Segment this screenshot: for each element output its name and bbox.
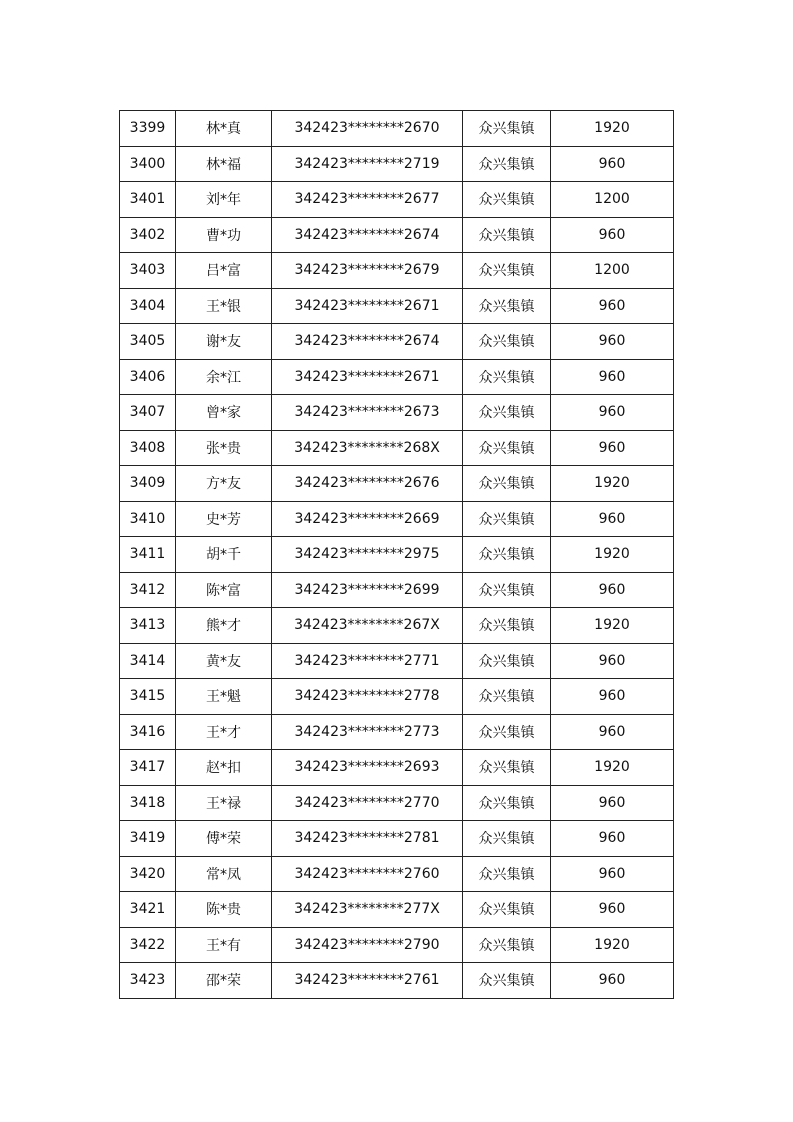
cell-amount: 960 (551, 821, 674, 857)
cell-id-number: 342423********2770 (272, 785, 463, 821)
cell-index: 3421 (120, 892, 176, 928)
table-row (120, 643, 674, 679)
cell-amount: 960 (551, 643, 674, 679)
cell-name: 张*贵 (176, 430, 272, 466)
cell-town: 众兴集镇 (463, 182, 551, 218)
cell-name: 谢*友 (176, 324, 272, 360)
cell-town: 众兴集镇 (463, 217, 551, 253)
cell-amount: 1920 (551, 750, 674, 786)
cell-index: 3399 (120, 111, 176, 147)
cell-amount: 1920 (551, 537, 674, 573)
cell-name: 常*凤 (176, 856, 272, 892)
cell-amount: 1920 (551, 927, 674, 963)
cell-amount: 1920 (551, 111, 674, 147)
cell-amount: 960 (551, 785, 674, 821)
table-row (120, 359, 674, 395)
cell-town: 众兴集镇 (463, 572, 551, 608)
cell-town: 众兴集镇 (463, 430, 551, 466)
table-row (120, 608, 674, 644)
table-row (120, 750, 674, 786)
cell-amount: 960 (551, 714, 674, 750)
cell-index: 3422 (120, 927, 176, 963)
cell-amount: 960 (551, 359, 674, 395)
cell-index: 3411 (120, 537, 176, 573)
cell-id-number: 342423********2674 (272, 324, 463, 360)
cell-id-number: 342423********2693 (272, 750, 463, 786)
cell-town: 众兴集镇 (463, 253, 551, 289)
table-row (120, 856, 674, 892)
cell-name: 林*真 (176, 111, 272, 147)
table-row (120, 537, 674, 573)
cell-name: 赵*扣 (176, 750, 272, 786)
cell-amount: 960 (551, 856, 674, 892)
table-row (120, 927, 674, 963)
table-row (120, 288, 674, 324)
cell-index: 3400 (120, 146, 176, 182)
cell-amount: 960 (551, 288, 674, 324)
cell-amount: 960 (551, 892, 674, 928)
cell-town: 众兴集镇 (463, 537, 551, 573)
cell-town: 众兴集镇 (463, 111, 551, 147)
cell-town: 众兴集镇 (463, 359, 551, 395)
cell-name: 胡*千 (176, 537, 272, 573)
cell-index: 3408 (120, 430, 176, 466)
table-row (120, 217, 674, 253)
cell-name: 陈*富 (176, 572, 272, 608)
cell-index: 3401 (120, 182, 176, 218)
cell-index: 3416 (120, 714, 176, 750)
cell-index: 3412 (120, 572, 176, 608)
table-row (120, 111, 674, 147)
table-row (120, 146, 674, 182)
cell-id-number: 342423********267X (272, 608, 463, 644)
cell-amount: 960 (551, 217, 674, 253)
cell-index: 3407 (120, 395, 176, 431)
cell-index: 3417 (120, 750, 176, 786)
cell-name: 方*友 (176, 466, 272, 502)
cell-index: 3410 (120, 501, 176, 537)
cell-id-number: 342423********2673 (272, 395, 463, 431)
cell-town: 众兴集镇 (463, 608, 551, 644)
cell-town: 众兴集镇 (463, 927, 551, 963)
table-row (120, 395, 674, 431)
cell-id-number: 342423********2975 (272, 537, 463, 573)
cell-name: 王*银 (176, 288, 272, 324)
table-row (120, 182, 674, 218)
cell-town: 众兴集镇 (463, 785, 551, 821)
cell-name: 曾*家 (176, 395, 272, 431)
cell-index: 3403 (120, 253, 176, 289)
table-row (120, 963, 674, 999)
table-row (120, 430, 674, 466)
cell-id-number: 342423********2671 (272, 359, 463, 395)
table-row (120, 785, 674, 821)
cell-name: 陈*贵 (176, 892, 272, 928)
cell-amount: 960 (551, 395, 674, 431)
table-row (120, 714, 674, 750)
table-row (120, 572, 674, 608)
cell-id-number: 342423********2679 (272, 253, 463, 289)
cell-name: 刘*年 (176, 182, 272, 218)
cell-index: 3415 (120, 679, 176, 715)
data-table (119, 110, 674, 999)
cell-name: 史*芳 (176, 501, 272, 537)
cell-amount: 1920 (551, 466, 674, 502)
table-row (120, 679, 674, 715)
cell-index: 3419 (120, 821, 176, 857)
cell-index: 3413 (120, 608, 176, 644)
cell-id-number: 342423********2676 (272, 466, 463, 502)
cell-town: 众兴集镇 (463, 714, 551, 750)
cell-amount: 960 (551, 572, 674, 608)
cell-amount: 1200 (551, 182, 674, 218)
cell-index: 3404 (120, 288, 176, 324)
cell-index: 3409 (120, 466, 176, 502)
cell-id-number: 342423********2781 (272, 821, 463, 857)
cell-index: 3414 (120, 643, 176, 679)
cell-id-number: 342423********2677 (272, 182, 463, 218)
cell-index: 3406 (120, 359, 176, 395)
cell-town: 众兴集镇 (463, 395, 551, 431)
cell-name: 王*有 (176, 927, 272, 963)
cell-name: 王*魁 (176, 679, 272, 715)
cell-amount: 960 (551, 501, 674, 537)
cell-name: 曹*功 (176, 217, 272, 253)
table-row (120, 324, 674, 360)
cell-town: 众兴集镇 (463, 643, 551, 679)
cell-name: 王*禄 (176, 785, 272, 821)
cell-id-number: 342423********2671 (272, 288, 463, 324)
cell-town: 众兴集镇 (463, 963, 551, 999)
cell-amount: 960 (551, 146, 674, 182)
cell-id-number: 342423********277X (272, 892, 463, 928)
cell-amount: 960 (551, 679, 674, 715)
cell-id-number: 342423********2778 (272, 679, 463, 715)
cell-id-number: 342423********2719 (272, 146, 463, 182)
table-row (120, 501, 674, 537)
table-body (120, 111, 674, 999)
cell-name: 傅*荣 (176, 821, 272, 857)
cell-id-number: 342423********2670 (272, 111, 463, 147)
cell-amount: 960 (551, 324, 674, 360)
cell-town: 众兴集镇 (463, 501, 551, 537)
cell-town: 众兴集镇 (463, 750, 551, 786)
cell-town: 众兴集镇 (463, 146, 551, 182)
cell-name: 吕*富 (176, 253, 272, 289)
cell-town: 众兴集镇 (463, 324, 551, 360)
cell-town: 众兴集镇 (463, 821, 551, 857)
cell-town: 众兴集镇 (463, 466, 551, 502)
cell-name: 熊*才 (176, 608, 272, 644)
cell-amount: 1200 (551, 253, 674, 289)
table-row (120, 466, 674, 502)
cell-amount: 1920 (551, 608, 674, 644)
cell-id-number: 342423********2771 (272, 643, 463, 679)
cell-name: 邵*荣 (176, 963, 272, 999)
cell-id-number: 342423********2773 (272, 714, 463, 750)
cell-name: 林*福 (176, 146, 272, 182)
cell-index: 3405 (120, 324, 176, 360)
cell-name: 余*江 (176, 359, 272, 395)
cell-amount: 960 (551, 963, 674, 999)
cell-index: 3402 (120, 217, 176, 253)
cell-id-number: 342423********268X (272, 430, 463, 466)
table-row (120, 821, 674, 857)
cell-town: 众兴集镇 (463, 288, 551, 324)
cell-index: 3423 (120, 963, 176, 999)
cell-name: 王*才 (176, 714, 272, 750)
cell-town: 众兴集镇 (463, 679, 551, 715)
cell-amount: 960 (551, 430, 674, 466)
cell-name: 黄*友 (176, 643, 272, 679)
table-row (120, 892, 674, 928)
table-row (120, 253, 674, 289)
cell-town: 众兴集镇 (463, 856, 551, 892)
cell-id-number: 342423********2761 (272, 963, 463, 999)
cell-town: 众兴集镇 (463, 892, 551, 928)
cell-id-number: 342423********2669 (272, 501, 463, 537)
cell-id-number: 342423********2674 (272, 217, 463, 253)
cell-id-number: 342423********2790 (272, 927, 463, 963)
cell-index: 3418 (120, 785, 176, 821)
cell-index: 3420 (120, 856, 176, 892)
cell-id-number: 342423********2760 (272, 856, 463, 892)
cell-id-number: 342423********2699 (272, 572, 463, 608)
